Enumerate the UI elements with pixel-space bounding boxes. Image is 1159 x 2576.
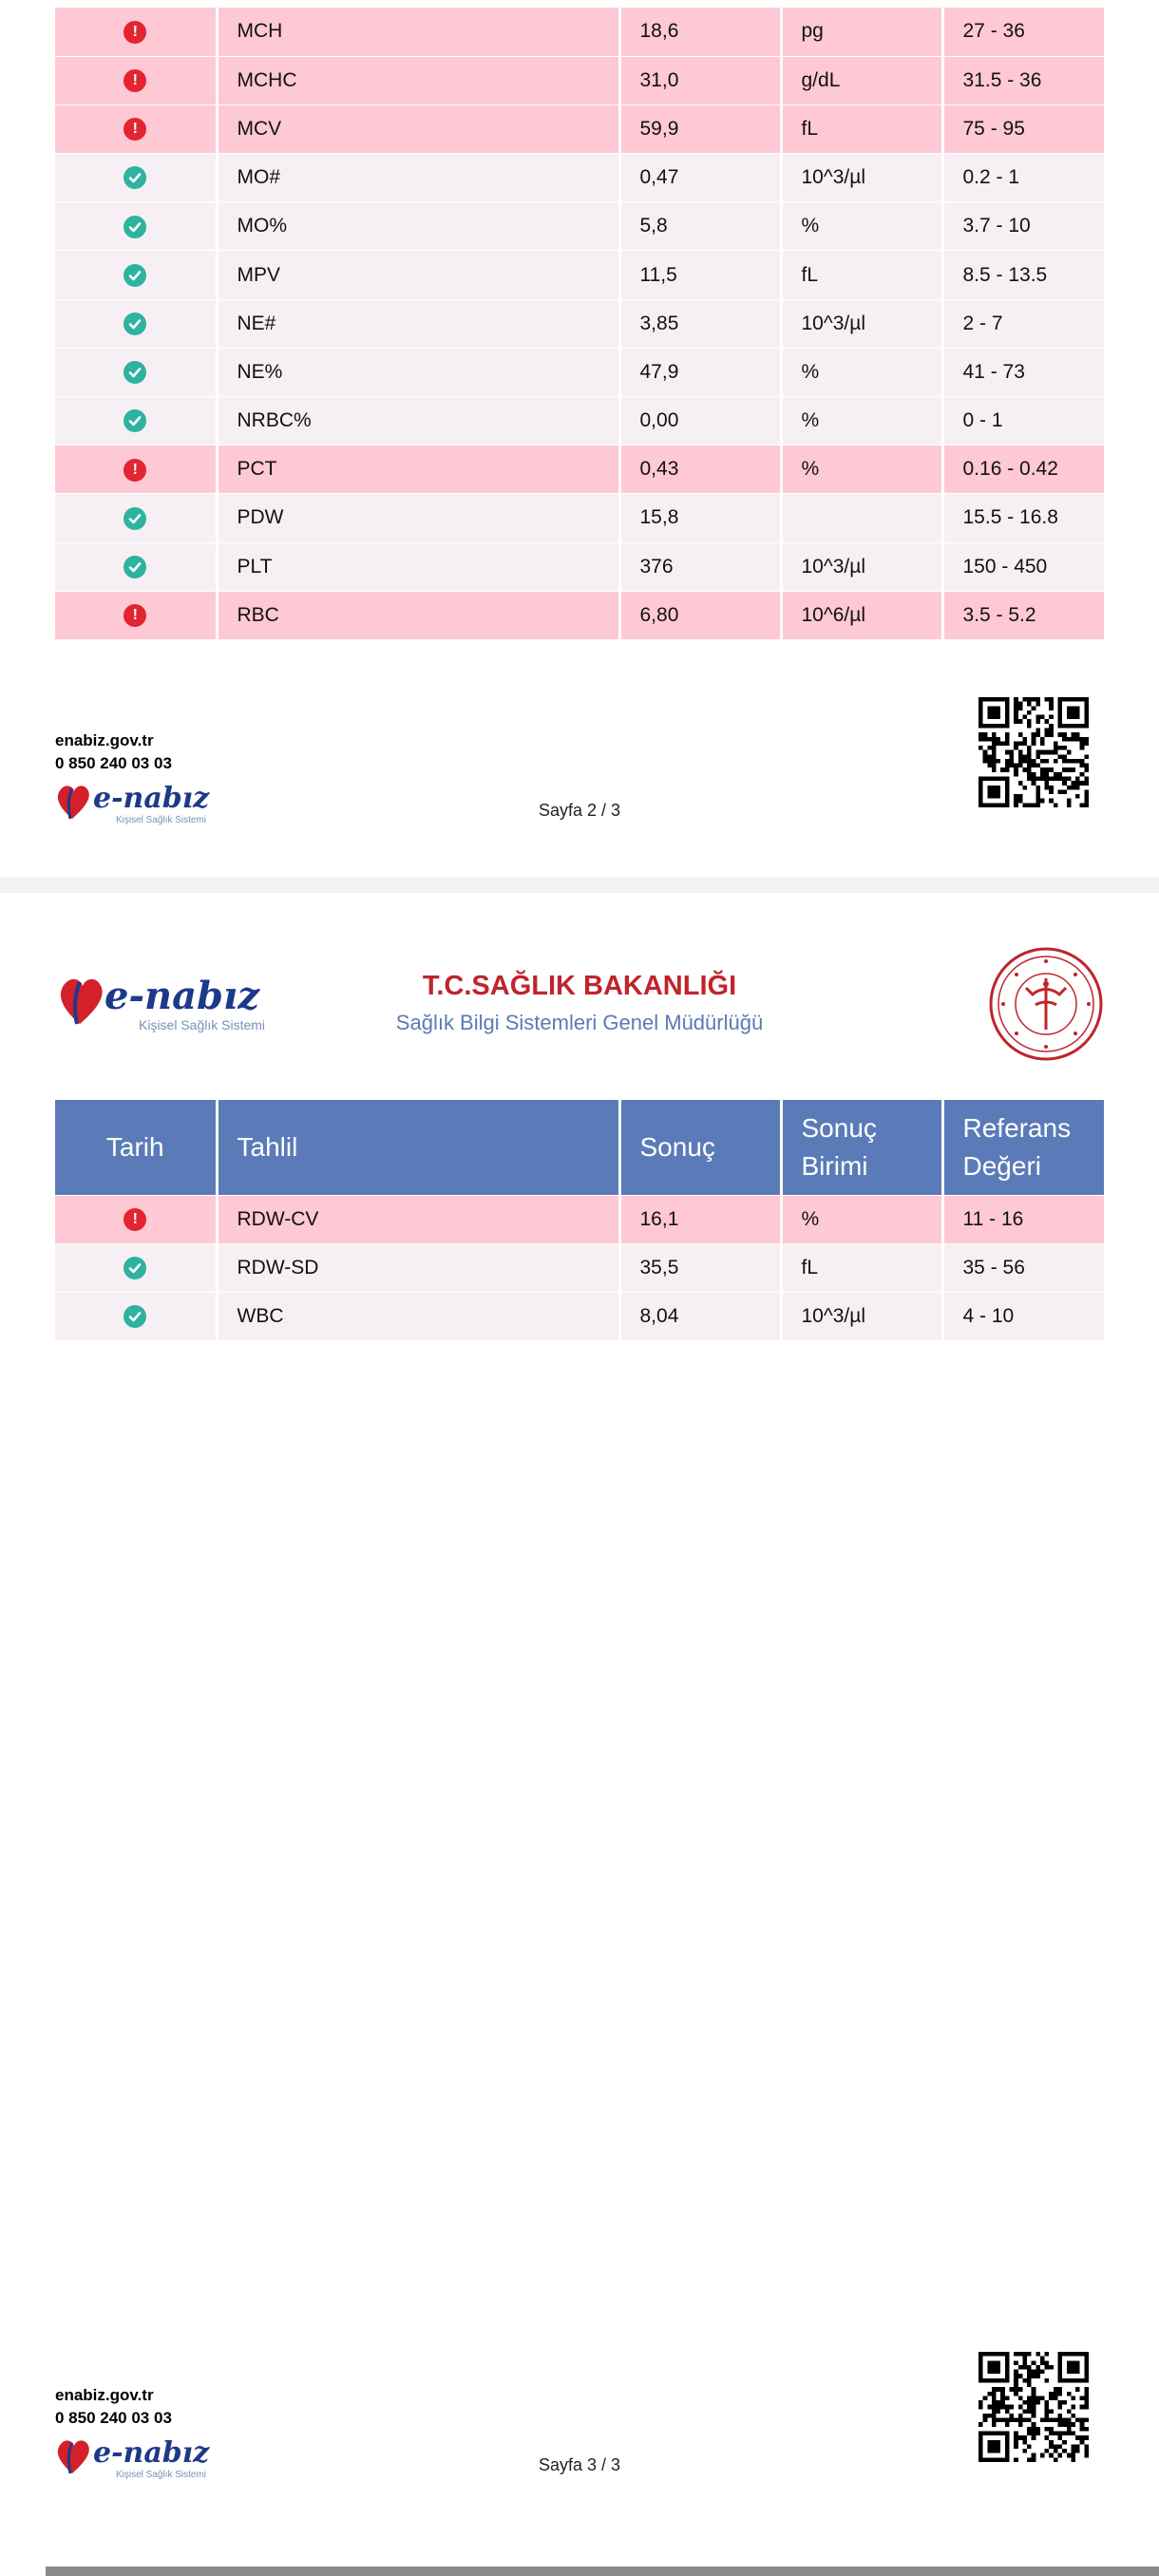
check-circle-icon: [124, 264, 146, 287]
test-name-cell: NE#: [217, 299, 619, 348]
page-number: Sayfa 2 / 3: [538, 801, 621, 820]
unit-cell: fL: [781, 251, 942, 299]
check-circle-icon: [124, 1257, 146, 1279]
unit-cell: %: [781, 348, 942, 396]
table-row: [55, 299, 1104, 348]
status-cell: [55, 1243, 217, 1292]
test-name-cell: PLT: [217, 542, 619, 591]
result-value-cell: 35,5: [619, 1243, 781, 1292]
check-circle-icon: [124, 1305, 146, 1328]
status-cell: [55, 56, 217, 104]
svg-text:Kişisel Sağlık Sistemi: Kişisel Sağlık Sistemi: [116, 815, 207, 825]
table-row: [55, 445, 1104, 494]
status-cell: [55, 202, 217, 251]
table-row: [55, 202, 1104, 251]
status-cell: [55, 251, 217, 299]
results-table-page-2: [55, 8, 1104, 640]
result-value-cell: 3,85: [619, 299, 781, 348]
unit-cell: %: [781, 445, 942, 494]
unit-cell: [781, 494, 942, 542]
table-row: [55, 1195, 1104, 1243]
test-name-cell: MO%: [217, 202, 619, 251]
reference-range-cell: 4 - 10: [942, 1292, 1104, 1340]
table-row: [55, 348, 1104, 396]
reference-range-cell: 15.5 - 16.8: [942, 494, 1104, 542]
test-name-cell: PDW: [217, 494, 619, 542]
result-value-cell: 16,1: [619, 1195, 781, 1243]
column-header-date: Tarih: [55, 1100, 217, 1195]
test-name-cell: PCT: [217, 445, 619, 494]
result-value-cell: 15,8: [619, 494, 781, 542]
status-cell: [55, 1292, 217, 1340]
result-value-cell: 47,9: [619, 348, 781, 396]
table-row: [55, 494, 1104, 542]
report-page-2: [0, 0, 1159, 878]
table-row: [55, 542, 1104, 591]
exclamation-circle-icon: !: [124, 69, 146, 92]
column-header-reference: Referans Değeri: [942, 1100, 1104, 1195]
check-circle-icon: [124, 409, 146, 432]
result-value-cell: 59,9: [619, 104, 781, 153]
results-table-body: [55, 1195, 1104, 1341]
test-name-cell: MPV: [217, 251, 619, 299]
table-row: [55, 154, 1104, 202]
footer-site-link[interactable]: enabiz.gov.tr: [55, 2386, 154, 2404]
test-name-cell: NRBC%: [217, 397, 619, 445]
ministry-title: T.C.SAĞLIK BAKANLIĞI: [422, 971, 737, 1001]
test-name-cell: MO#: [217, 154, 619, 202]
table-row: [55, 397, 1104, 445]
exclamation-circle-icon: !: [124, 459, 146, 482]
status-cell: [55, 591, 217, 639]
results-table-page-3: [55, 1100, 1104, 1341]
results-table-header: [55, 1100, 1104, 1195]
status-cell: [55, 8, 217, 56]
unit-cell: g/dL: [781, 56, 942, 104]
reference-range-cell: 3.5 - 5.2: [942, 591, 1104, 639]
test-name-cell: RDW-CV: [217, 1195, 619, 1243]
reference-range-cell: 11 - 16: [942, 1195, 1104, 1243]
unit-cell: 10^3/µl: [781, 154, 942, 202]
results-table-body: [55, 8, 1104, 639]
svg-text:e-nabız: e-nabız: [104, 974, 259, 1018]
footer-contact: [55, 2384, 172, 2430]
table-row: [55, 8, 1104, 56]
result-value-cell: 31,0: [619, 56, 781, 104]
unit-cell: 10^6/µl: [781, 591, 942, 639]
check-circle-icon: [124, 166, 146, 189]
footer-phone: 0 850 240 03 03: [55, 2409, 172, 2427]
footer-contact: [55, 729, 172, 775]
reference-range-cell: 31.5 - 36: [942, 56, 1104, 104]
svg-text:Kişisel Sağlık Sistemi: Kişisel Sağlık Sistemi: [139, 1017, 266, 1032]
table-row: [55, 56, 1104, 104]
ministry-subtitle: Sağlık Bilgi Sistemleri Genel Müdürlüğü: [395, 1011, 764, 1034]
result-value-cell: 0,43: [619, 445, 781, 494]
svg-text:e-nabız: e-nabız: [93, 782, 210, 815]
table-row: [55, 591, 1104, 639]
result-value-cell: 8,04: [619, 1292, 781, 1340]
table-row: [55, 1292, 1104, 1340]
exclamation-circle-icon: !: [124, 604, 146, 627]
unit-cell: %: [781, 202, 942, 251]
unit-cell: 10^3/µl: [781, 1292, 942, 1340]
reference-range-cell: 3.7 - 10: [942, 202, 1104, 251]
status-cell: [55, 154, 217, 202]
scroll-indicator: [46, 2567, 1159, 2576]
result-value-cell: 376: [619, 542, 781, 591]
status-cell: [55, 494, 217, 542]
qr-code-icon: [978, 697, 1089, 807]
column-header-result: Sonuç: [619, 1100, 781, 1195]
footer-site-link[interactable]: enabiz.gov.tr: [55, 731, 154, 749]
test-name-cell: MCV: [217, 104, 619, 153]
reference-range-cell: 41 - 73: [942, 348, 1104, 396]
qr-code-icon: [978, 2352, 1089, 2462]
unit-cell: pg: [781, 8, 942, 56]
test-name-cell: RBC: [217, 591, 619, 639]
result-value-cell: 0,47: [619, 154, 781, 202]
reference-range-cell: 2 - 7: [942, 299, 1104, 348]
test-name-cell: WBC: [217, 1292, 619, 1340]
reference-range-cell: 0 - 1: [942, 397, 1104, 445]
result-value-cell: 0,00: [619, 397, 781, 445]
reference-range-cell: 8.5 - 13.5: [942, 251, 1104, 299]
status-cell: [55, 397, 217, 445]
reference-range-cell: 0.16 - 0.42: [942, 445, 1104, 494]
test-name-cell: MCH: [217, 8, 619, 56]
exclamation-circle-icon: !: [124, 118, 146, 141]
status-cell: [55, 104, 217, 153]
test-name-cell: NE%: [217, 348, 619, 396]
unit-cell: %: [781, 1195, 942, 1243]
table-row: [55, 251, 1104, 299]
result-value-cell: 18,6: [619, 8, 781, 56]
status-cell: [55, 348, 217, 396]
test-name-cell: MCHC: [217, 56, 619, 104]
exclamation-circle-icon: !: [124, 1208, 146, 1231]
check-circle-icon: [124, 313, 146, 335]
check-circle-icon: [124, 507, 146, 530]
reference-range-cell: 0.2 - 1: [942, 154, 1104, 202]
exclamation-circle-icon: !: [124, 21, 146, 44]
unit-cell: fL: [781, 104, 942, 153]
svg-text:e-nabız: e-nabız: [93, 2436, 210, 2470]
result-value-cell: 5,8: [619, 202, 781, 251]
ministry-seal-icon: [988, 946, 1104, 1062]
check-circle-icon: [124, 216, 146, 238]
column-header-unit: Sonuç Birimi: [781, 1100, 942, 1195]
unit-cell: fL: [781, 1243, 942, 1292]
check-circle-icon: [124, 556, 146, 578]
page-number: Sayfa 3 / 3: [538, 2455, 621, 2474]
unit-cell: %: [781, 397, 942, 445]
reference-range-cell: 75 - 95: [942, 104, 1104, 153]
reference-range-cell: 35 - 56: [942, 1243, 1104, 1292]
result-value-cell: 6,80: [619, 591, 781, 639]
reference-range-cell: 150 - 450: [942, 542, 1104, 591]
check-circle-icon: [124, 361, 146, 384]
reference-range-cell: 27 - 36: [942, 8, 1104, 56]
footer-phone: 0 850 240 03 03: [55, 754, 172, 772]
status-cell: [55, 445, 217, 494]
unit-cell: 10^3/µl: [781, 299, 942, 348]
status-cell: [55, 542, 217, 591]
table-row: [55, 1243, 1104, 1292]
result-value-cell: 11,5: [619, 251, 781, 299]
svg-text:Kişisel Sağlık Sistemi: Kişisel Sağlık Sistemi: [116, 2470, 207, 2480]
column-header-test: Tahlil: [217, 1100, 619, 1195]
status-cell: [55, 299, 217, 348]
status-cell: [55, 1195, 217, 1243]
table-row: [55, 104, 1104, 153]
unit-cell: 10^3/µl: [781, 542, 942, 591]
test-name-cell: RDW-SD: [217, 1243, 619, 1292]
